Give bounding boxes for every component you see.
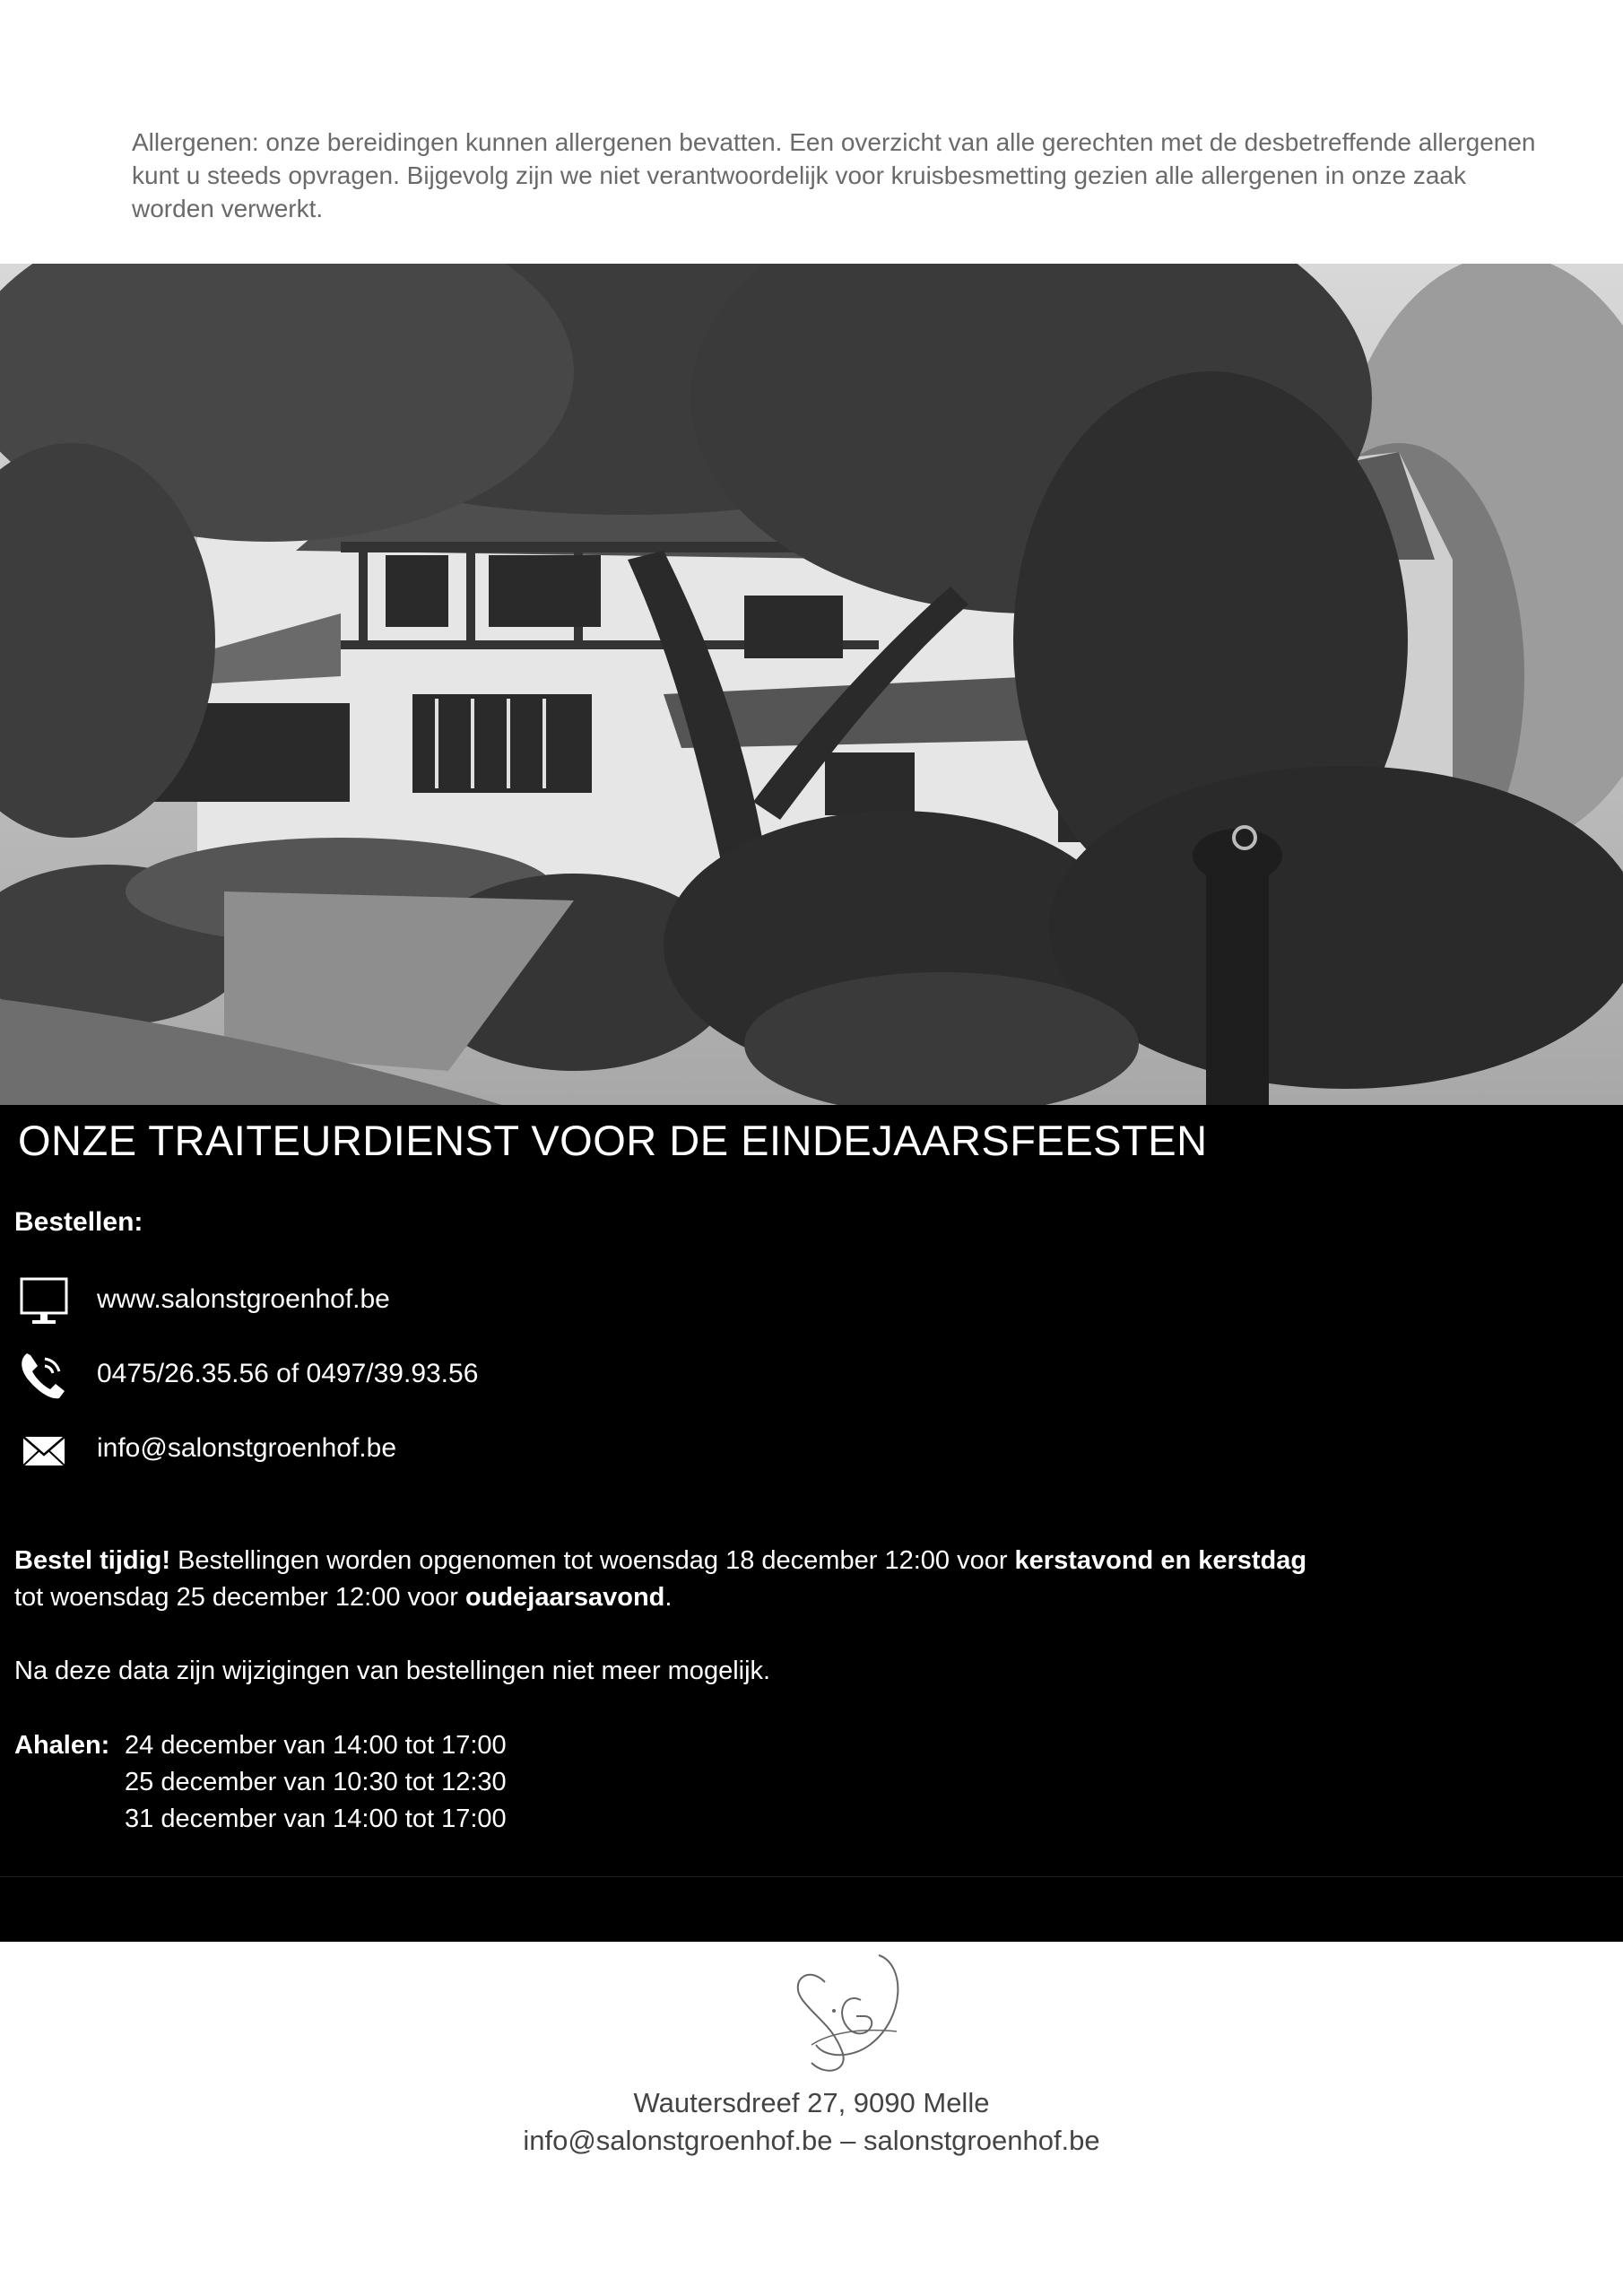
- catering-info-section: [0, 1105, 1623, 1942]
- footer-contact: info@salonstgroenhof.be – salonstgroenhof.be: [523, 2125, 1100, 2156]
- footer-address: Wautersdreef 27, 9090 Melle: [633, 2087, 990, 2118]
- order-deadline-end: .: [664, 1583, 673, 1612]
- website-contact: [14, 1275, 821, 1329]
- website-link[interactable]: www.salonstgroenhof.be: [97, 1284, 390, 1314]
- phone-contact: [14, 1350, 821, 1404]
- email-contact: [14, 1424, 821, 1478]
- order-deadline: [14, 1543, 1539, 1616]
- phone-icon: [14, 1350, 72, 1404]
- email-link[interactable]: info@salonstgroenhof.be: [97, 1433, 397, 1463]
- house-photo: [0, 264, 1623, 1105]
- order-deadline-line1: Bestellingen worden opgenomen tot woensdag 18 december 12:00 voor: [170, 1546, 1015, 1575]
- section-title: ONZE TRAITEURDIENST VOOR DE EINDEJAARSFEESTEN: [18, 1117, 1208, 1164]
- order-deadline-christmas: kerstavond en kerstdag: [1014, 1546, 1307, 1575]
- order-label: Bestellen:: [14, 1207, 143, 1237]
- pickup-time: 31 december van 14:00 tot 17:00: [125, 1805, 507, 1833]
- pickup-label: Ahalen:: [14, 1731, 110, 1760]
- monitor-icon: [14, 1275, 72, 1329]
- allergen-notice: Allergenen: onze bereidingen kunnen allergenen bevatten. Een overzicht van alle gerechten met de desbetreffende allergenen kunt u steeds opvragen. Bijgevolg zijn we niet verantwoordelijk voor kruisbesmetting gezien alle allergenen in onze zaak worden verwerkt.: [132, 128, 1536, 222]
- order-deadline-lead: Bestel tijdig!: [14, 1546, 171, 1575]
- pickup-time: 24 december van 14:00 tot 17:00: [125, 1731, 507, 1760]
- pickup-time: 25 december van 10:30 tot 12:30: [125, 1768, 507, 1796]
- order-deadline-line2: tot woensdag 25 december 12:00 voor: [14, 1583, 465, 1612]
- phone-numbers[interactable]: 0475/26.35.56 of 0497/39.93.56: [97, 1359, 479, 1388]
- salons-t-groenhof-logo: [771, 1946, 924, 2081]
- envelope-icon: [14, 1424, 72, 1478]
- order-deadline-newyear: oudejaarsavond: [465, 1583, 665, 1612]
- no-changes-note: Na deze data zijn wijzigingen van bestellingen niet meer mogelijk.: [14, 1657, 771, 1685]
- divider: [0, 1876, 1623, 1877]
